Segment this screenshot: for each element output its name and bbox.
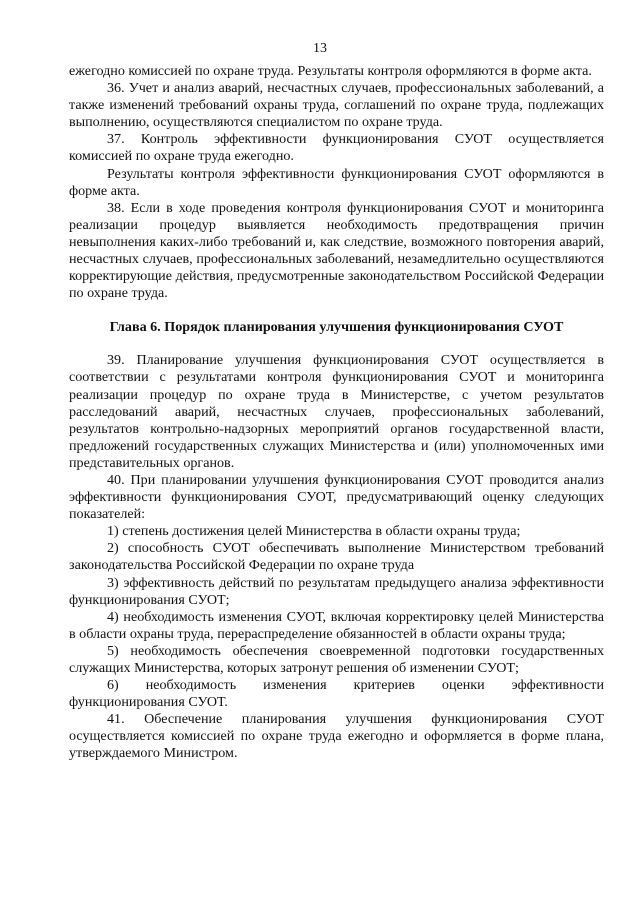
chapter-6-heading: Глава 6. Порядок планирования улучшения функционирования СУОТ [109,319,564,336]
list-item-40-6: 6) необходимость изменения критериев оценки эффективности функционирования СУОТ. [69,677,604,711]
paragraph-36: 36. Учет и анализ аварий, несчастных случаев, профессиональных заболеваний, а также изменений требований охраны труда, соглашений по охране труда, подлежащих выполнению, осуществляются специалистом по охране труда. [69,80,604,131]
paragraph-37: 37. Контроль эффективности функционирования СУОТ осуществляется комиссией по охране труда ежегодно. [69,131,604,165]
paragraph-41: 41. Обеспечение планирования улучшения функционирования СУОТ осуществляется комиссией по охране труда ежегодно и оформляется в форме плана, утверждаемого Министром. [69,711,604,762]
page-number: 13 [313,41,327,56]
list-item-40-1: 1) степень достижения целей Министерства в области охраны труда; [107,523,521,540]
paragraph-continuation: ежегодно комиссией по охране труда. Результаты контроля оформляются в форме акта. [69,63,592,79]
document-body [69,63,604,763]
paragraph-39: 39. Планирование улучшения функционирования СУОТ осуществляется в соответствии с результатами контроля функционирования СУОТ и мониторинга реализации процедур по охране труда в Министерстве, с учетом результатов расследований аварий, несчастных случаев, профессиональных заболеваний, результатов контрольно-надзорных мероприятий органов государственной власти, предложений государственных служащих Министерства и (или) уполномоченных ими представительных органов. [69,352,604,471]
list-item-40-3: 3) эффективность действий по результатам предыдущего анализа эффективности функционирования СУОТ; [69,574,604,608]
list-item-40-5: 5) необходимость обеспечения своевременной подготовки государственных служащих Министерства, которых затронут решения об изменении СУОТ; [69,642,604,676]
list-item-40-4: 4) необходимость изменения СУОТ, включая корректировку целей Министерства в области охраны труда, перераспределение обязанностей в области охраны труда; [69,608,604,642]
paragraph-38: 38. Если в ходе проведения контроля функционирования СУОТ и мониторинга реализации процедур выявляется необходимость предотвращения причин невыполнения каких-либо требований и, как следствие, возможного повторения аварий, несчастных случаев, профессиональных заболеваний, незамедлительно осуществляются корректирующие действия, предусмотренные законодательством Российской Федерации по охране труда. [69,199,604,302]
paragraph-40: 40. При планировании улучшения функционирования СУОТ проводится анализ эффективности функционирования СУОТ, предусматривающий оценку следующих показателей: [69,471,604,523]
paragraph-37-results: Результаты контроля эффективности функционирования СУОТ оформляются в форме акта. [69,165,604,199]
list-item-40-2: 2) способность СУОТ обеспечивать выполнение Министерством требований законодательства Российской Федерации по охране труда [69,540,604,574]
